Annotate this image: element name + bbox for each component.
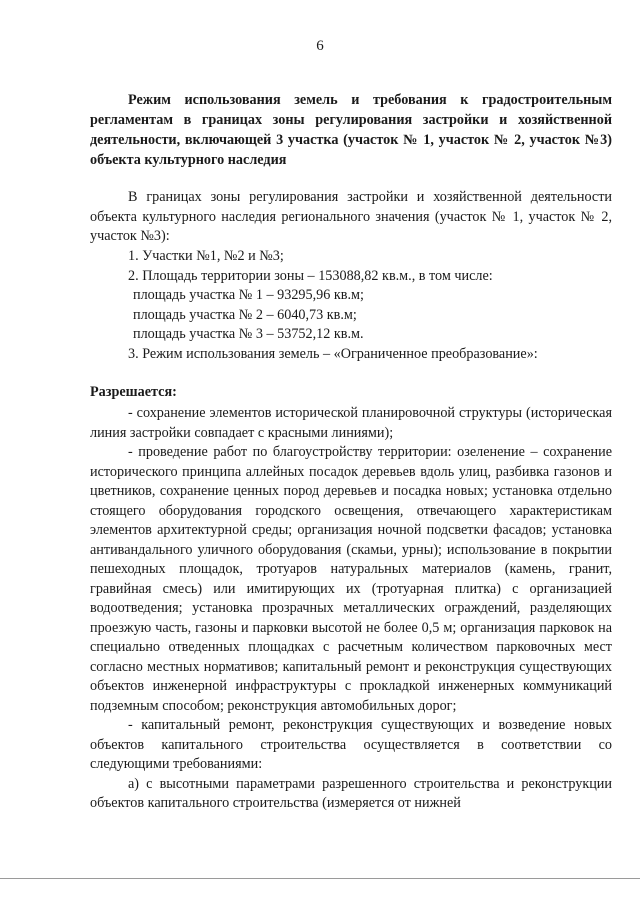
page-number: 6 <box>316 38 324 54</box>
allowed-item: а) с высотными параметрами разрешенного строительства и реконструкции объектов капитального строительства (измеряется от нижней <box>90 775 612 811</box>
allowed-item: - сохранение элементов исторической планировочной структуры (историческая линия застройки совпадает с красными линиями); <box>90 405 612 441</box>
page-title: Режим использования земель и требования к градостроительным регламентам в границах зоны регулирования застройки и хозяйственной деятельности, включающей 3 участка (участок № 1, участок № 2, участок №3) объекта культурного наследия <box>90 92 612 168</box>
list-item-zone-area: 2. Площадь территории зоны – 153088,82 кв.м., в том числе: <box>128 267 493 284</box>
list-item-plot2-area: площадь участка № 2 – 6040,73 кв.м; <box>133 306 357 323</box>
list-item-plot3-area: площадь участка № 3 – 53752,12 кв.м. <box>133 326 364 342</box>
allowed-item: - проведение работ по благоустройству территории: озеленение – сохранение исторического принципа аллейных посадок деревьев вдоль улиц, разбивка газонов и цветников, сохранение ценных пород деревьев и посадка новых; установка отдельно стоящего оборудования городского освещения, отвечающего характеристикам элементов архитектурной среды; организация ночной подсветки фасадов; установка антивандального уличного оборудования (скамьи, урны); использование в покрытии пешеходных площадок, тротуаров натуральных материалов (камень, гранит, гравийная смесь) или имитирующих их (тротуарная плитка) с организацией водоотведения; установка прозрачных металлических ограждений, разделяющих проезжую часть, газоны и парковки высотой не более 0,5 м; организация парковок на специально отведенных площадках с расчетным количеством парковочных мест согласно местных нормативов; капитальный ремонт и реконструкция существующих объектов инженерной инфраструктуры с прокладкой инженерных коммуникаций подземным способом; реконструкция автомобильных дорог; <box>90 444 612 714</box>
allowed-list <box>90 404 612 814</box>
list-item-plot1-area: площадь участка № 1 – 93295,96 кв.м; <box>133 287 364 303</box>
list-item-plots: 1. Участки №1, №2 и №3; <box>128 248 284 264</box>
zone-parameters-list <box>128 247 608 364</box>
list-item-land-use-mode: 3. Режим использования земель – «Ограниченное преобразование»: <box>128 345 538 362</box>
section-heading-allowed: Разрешается: <box>90 384 177 400</box>
page-bottom-edge <box>0 878 640 879</box>
intro-paragraph: В границах зоны регулирования застройки и хозяйственной деятельности объекта культурного наследия регионального значения (участок № 1, участок № 2, участок №3): <box>90 189 612 244</box>
allowed-item: - капитальный ремонт, реконструкция существующих и возведение новых объектов капитального строительства осуществляется в соответствии со следующими требованиями: <box>90 717 612 772</box>
